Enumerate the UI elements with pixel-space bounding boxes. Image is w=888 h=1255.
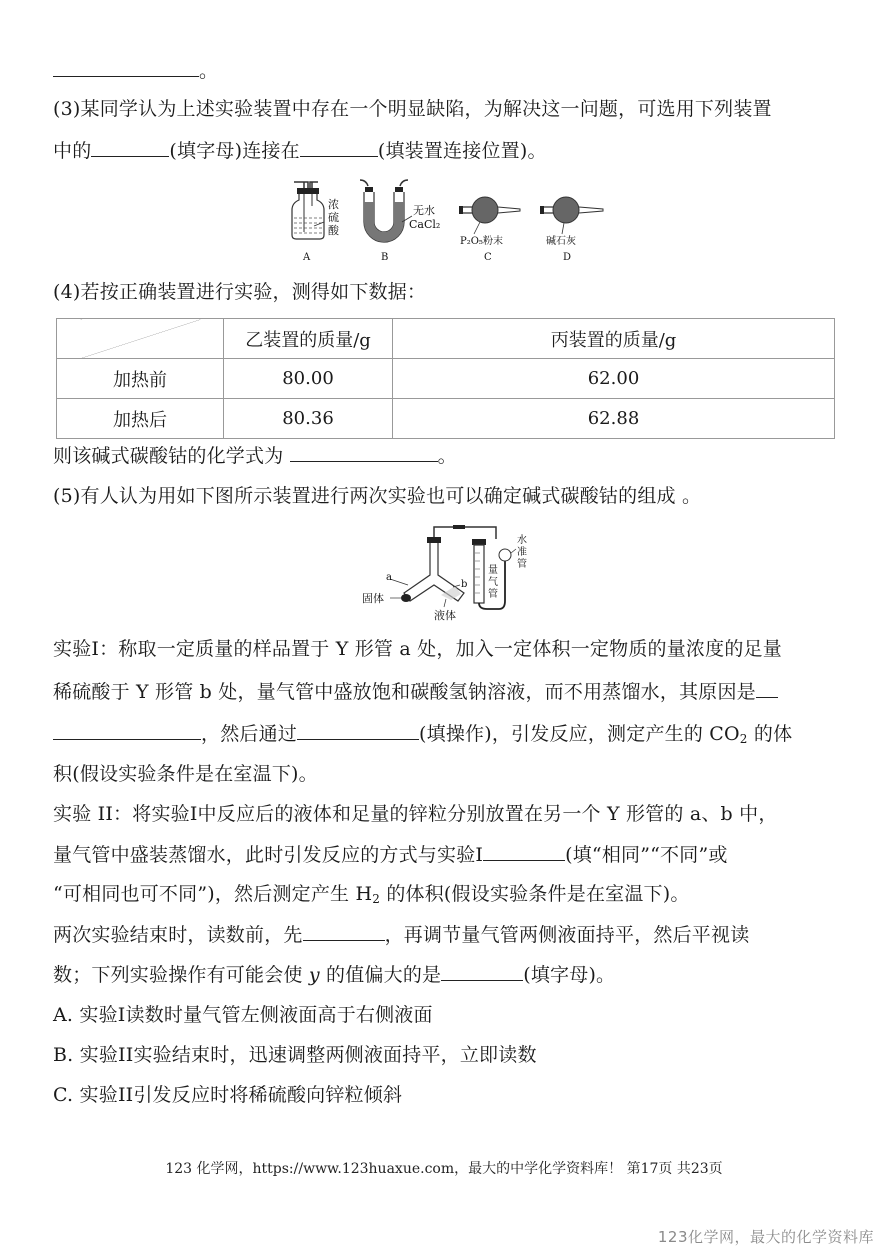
q3-line-2 [53,138,547,163]
text: (填字母)。 [523,964,616,986]
label-a: a [386,572,392,583]
label-b-1: 无水 [413,204,435,217]
letter-a: A [303,252,311,263]
exp1-line-3 [53,721,792,751]
mass-data-table [56,318,835,439]
letter-b: B [381,252,389,263]
cell-value: 62.88 [393,399,835,439]
text: 量气管中盛装蒸馏水，此时引发反应的方式与实验I [53,844,484,866]
label-gas-tube-3: 管 [488,589,498,600]
subscript: 2 [372,892,381,906]
row-label: 加热前 [57,359,224,399]
apparatus-options-figure [284,176,614,268]
label-gas-tube-1: 量 [488,565,498,576]
letter-c: C [484,252,492,263]
label-a-1: 浓 [328,198,339,211]
apparatus-d-drying-tube [540,197,603,234]
label-water-tube-1: 水 [517,535,527,546]
exp2-line-3 [53,882,690,911]
variable-y: y [308,964,320,986]
cell-value: 80.36 [224,399,393,439]
table-row [57,359,835,399]
text: ，然后通过 [201,723,298,745]
apparatus-c-drying-tube [459,197,520,234]
answer-blank-operation[interactable] [297,721,419,740]
text: 稀硫酸于 Y 形管 b 处，量气管中盛放饱和碳酸氢钠溶液，而不用蒸馏水，其原因是 [53,681,756,703]
text: ，再调节量气管两侧液面持平，然后平视读 [384,924,750,946]
exp2-line-1: 实验 II：将实验I中反应后的液体和足量的锌粒分别放置在另一个 Y 形管的 a、b 中， [53,803,778,825]
apparatus-b-u-tube [360,180,412,242]
text: “可相同也可不同”)，然后测定产生 H [53,883,373,905]
column-header-bing: 丙装置的质量/g [393,319,835,359]
y-tube-apparatus-figure [356,517,536,625]
row-label: 加热后 [57,399,224,439]
option-a: A. 实验I读数时量气管左侧液面高于右侧液面 [53,1004,433,1026]
answer-blank-reason-cont[interactable] [53,721,201,740]
answer-blank-formula[interactable] [290,443,438,462]
option-c: C. 实验II引发反应时将稀硫酸向锌粒倾斜 [53,1084,403,1106]
exp2-line-2 [53,842,728,867]
q5-intro: (5)有人认为用如下图所示装置进行两次实验也可以确定碱式碳酸钴的组成 。 [53,485,702,507]
apparatus-a-wash-bottle [292,182,324,239]
exp1-line-2 [53,679,778,704]
label-c: P₂O₅粉末 [460,236,503,247]
label-d: 碱石灰 [546,236,576,247]
q2-answer-line [53,58,218,83]
answer-blank-step[interactable] [303,922,385,941]
q3-line-1: (3)某同学认为上述实验装置中存在一个明显缺陷，为解决这一问题，可选用下列装置 [53,98,772,120]
text: 的值偏大的是 [319,964,442,986]
label-water-tube-3: 管 [517,559,527,570]
table-row [57,399,835,439]
label-b-2: CaCl₂ [409,218,441,231]
label-gas-tube-2: 气 [488,577,498,588]
cell-value: 62.00 [393,359,835,399]
text: 的体 [747,723,793,745]
reading-line-2 [53,962,615,987]
text: (填装置连接位置)。 [377,140,547,162]
text: (填“相同”“不同”或 [565,844,728,866]
label-b: b [461,579,468,590]
answer-blank-choice[interactable] [441,962,523,981]
subscript: 2 [739,732,748,746]
y-tube [390,525,496,607]
punctuation: 。 [199,60,219,82]
label-liquid: 液体 [434,609,456,622]
text: 则该碱式碳酸钴的化学式为 [53,445,284,467]
text: (填字母)连接在 [169,140,300,162]
page-footer: 123 化学网，https://www.123huaxue.com，最大的中学化学资料库！ 第17页 共23页 [165,1161,723,1177]
site-watermark: 123化学网，最大的化学资料库 [657,1228,874,1246]
q4-conclusion [53,443,457,468]
punctuation: 。 [437,445,457,467]
label-a-3: 酸 [328,224,339,237]
text: 两次实验结束时，读数前，先 [53,924,303,946]
exp1-line-4: 积(假设实验条件是在室温下)。 [53,763,318,785]
q4-intro: (4)若按正确装置进行实验，测得如下数据： [53,281,427,303]
reading-line-1 [53,922,749,947]
letter-d: D [563,252,572,263]
column-header-yi: 乙装置的质量/g [224,319,393,359]
answer-blank-method[interactable] [483,842,565,861]
text: 数；下列实验操作有可能会使 [53,964,309,986]
table-header-row [57,319,835,359]
table-corner-cell [57,319,224,359]
option-b: B. 实验II实验结束时，迅速调整两侧液面持平，立即读数 [53,1044,537,1066]
answer-blank-reason[interactable] [756,679,778,698]
label-solid: 固体 [362,592,384,605]
label-water-tube-2: 准 [517,547,527,558]
text: 的体积(假设实验条件是在室温下)。 [380,883,690,905]
label-a-2: 硫 [328,211,339,224]
exp1-line-1: 实验I：称取一定质量的样品置于 Y 形管 a 处，加入一定体积一定物质的量浓度的足量 [53,638,782,660]
text: (填操作)，引发反应，测定产生的 CO [419,723,740,745]
answer-blank-letter[interactable] [91,138,169,157]
answer-blank[interactable] [53,58,199,77]
text: 中的 [53,140,92,162]
cell-value: 80.00 [224,359,393,399]
answer-blank-position[interactable] [300,138,378,157]
